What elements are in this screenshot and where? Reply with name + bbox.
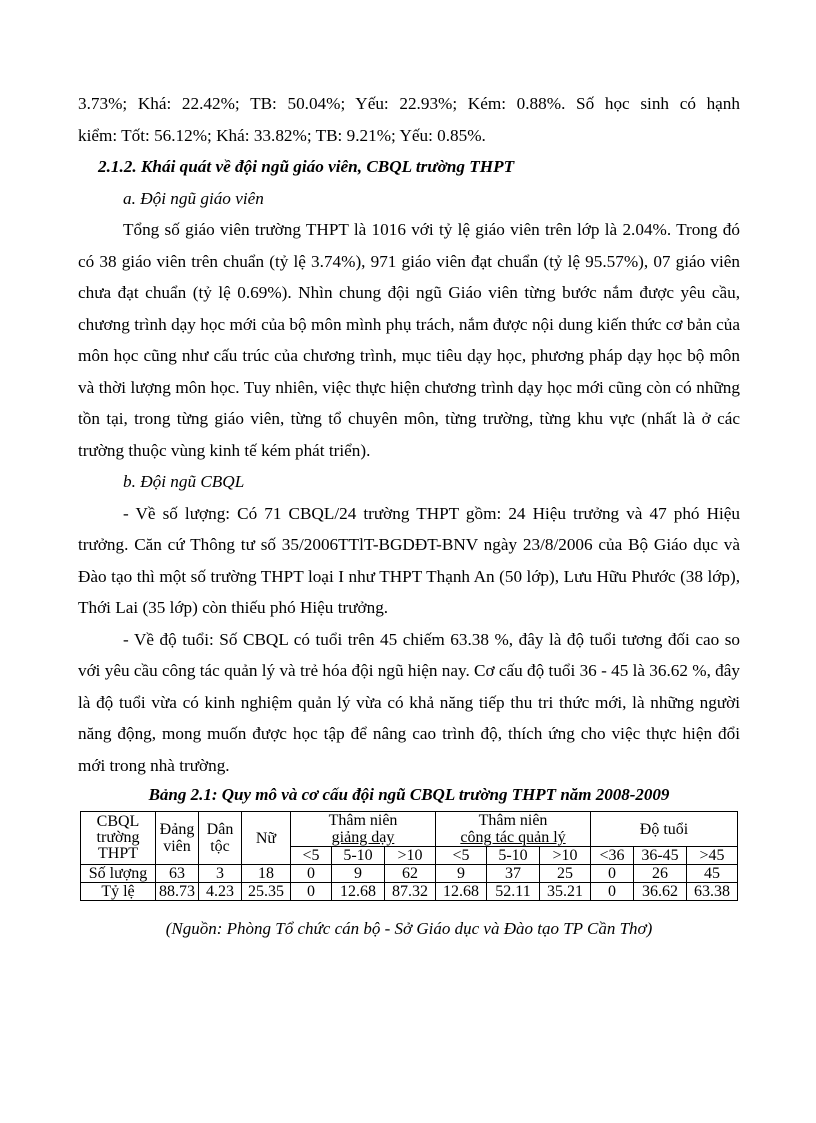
subheader-cell: 5-10 xyxy=(332,847,385,865)
header-text: Thâm niên xyxy=(478,812,548,829)
table-cell: 63.38 xyxy=(687,883,738,901)
table-cell: 0 xyxy=(291,883,332,901)
table-cell: 0 xyxy=(291,865,332,883)
header-text: THPT xyxy=(98,845,138,862)
table-cell: 25.35 xyxy=(242,883,291,901)
header-text: tộc xyxy=(210,838,230,855)
paragraph-teachers: Tổng số giáo viên trường THPT là 1016 với tỷ lệ giáo viên trên lớp là 2.04%. Trong đó có 38 giáo viên trên chuẩn (tỷ lệ 3.74%), 971 giáo viên đạt chuẩn (tỷ lệ 95.57%), 07 giáo viên chưa đạt chuẩn (tỷ lệ 0.69%). Nhìn chung đội ngũ Giáo viên từng bước nắm được yêu cầu, chương trình dạy học mới của bộ môn mình phụ trách, nắm được nội dung kiến thức cơ bản của môn học cũng như cấu trúc của chương trình, mục tiêu dạy học, phương pháp dạy học bộ môn và thời lượng môn học. Tuy nhiên, việc thực hiện chương trình dạy học mới cũng còn có những tồn tại, trong từng giáo viên, từng tổ chuyên môn, từng trường, từng khu vực (nhất là ở các trường thuộc vùng kinh tế kém phát triển). xyxy=(78,220,740,460)
table-cell: 0 xyxy=(591,883,634,901)
paragraph-age: - Về độ tuổi: Số CBQL có tuổi trên 45 chiếm 63.38 %, đây là độ tuổi tương đối cao so với yêu cầu công tác quản lý và trẻ hóa đội ngũ hiện nay. Cơ cấu độ tuổi 36 - 45 là 36.62 %, đây là độ tuổi vừa có kinh nghiệm quản lý vừa có khả năng tiếp thu tri thức mới, là những người năng động, mong muốn được học tập để nâng cao trình độ, thích ứng cho việc thực hiện đổi mới trong nhà trường. xyxy=(78,629,740,775)
section-heading: 2.1.2. Khái quát về đội ngũ giáo viên, CBQL trường THPT xyxy=(98,157,515,176)
text-line: 3.73%; Khá: 22.42%; TB: 50.04%; Yếu: 22.93%; Kém: 0.88%. Số học sinh có hạnh xyxy=(78,94,740,113)
header-text: Độ tuổi xyxy=(639,820,689,838)
table-cell: 63 xyxy=(156,865,199,883)
subheader-cell: >10 xyxy=(540,847,591,865)
data-table xyxy=(80,811,738,901)
header-text: CBQL xyxy=(96,813,140,830)
subheader-cell: <5 xyxy=(291,847,332,865)
subheader-cell: <5 xyxy=(436,847,487,865)
table-row-ratio xyxy=(81,883,738,901)
table-cell: 12.68 xyxy=(332,883,385,901)
table-cell: 0 xyxy=(591,865,634,883)
text-line: kiểm: Tốt: 56.12%; Khá: 33.82%; TB: 9.21%; Yếu: 0.85%. xyxy=(78,125,486,145)
header-text: Dân xyxy=(206,821,234,838)
table-source: (Nguồn: Phòng Tổ chức cán bộ - Sở Giáo dục và Đào tạo TP Cần Thơ) xyxy=(165,919,653,938)
header-cell-ethnic xyxy=(199,812,242,865)
row-label: Số lượng xyxy=(81,865,156,883)
header-text: Thâm niên xyxy=(328,812,398,829)
table-cell: 25 xyxy=(540,865,591,883)
header-text: Đảng xyxy=(159,821,195,838)
header-text: Nữ xyxy=(255,829,277,847)
subheader-cell: <36 xyxy=(591,847,634,865)
header-text: giảng dạy xyxy=(331,829,395,846)
subheader-cell: >10 xyxy=(385,847,436,865)
table-cell: 88.73 xyxy=(156,883,199,901)
subheader-cell: >45 xyxy=(687,847,738,865)
table-cell: 36.62 xyxy=(634,883,687,901)
row-label: Tỷ lệ xyxy=(81,883,156,901)
table-cell: 52.11 xyxy=(487,883,540,901)
table-cell: 87.32 xyxy=(385,883,436,901)
table-cell: 62 xyxy=(385,865,436,883)
table-cell: 12.68 xyxy=(436,883,487,901)
table-cell: 37 xyxy=(487,865,540,883)
table-header-row xyxy=(81,812,738,847)
subheader-cell: 5-10 xyxy=(487,847,540,865)
header-group-teaching xyxy=(291,812,436,847)
table-cell: 35.21 xyxy=(540,883,591,901)
subheader-cell: 36-45 xyxy=(634,847,687,865)
header-cell-cbql xyxy=(81,812,156,865)
table-cell: 45 xyxy=(687,865,738,883)
subheading-teachers: a. Đội ngũ giáo viên xyxy=(123,188,264,208)
header-cell-party xyxy=(156,812,199,865)
table-cell: 18 xyxy=(242,865,291,883)
header-group-management xyxy=(436,812,591,847)
table-caption: Bảng 2.1: Quy mô và cơ cấu đội ngũ CBQL trường THPT năm 2008-2009 xyxy=(148,785,670,804)
paragraph-quantity: - Về số lượng: Có 71 CBQL/24 trường THPT gồm: 24 Hiệu trưởng và 47 phó Hiệu trưởng. Căn cứ Thông tư số 35/2006TTlT-BGDĐT-BNV ngày 23/8/2006 của Bộ Giáo dục và Đào tạo thì một số trường THPT loại I như THPT Thạnh An (50 lớp), Lưu Hữu Phước (38 lớp), Thới Lai (35 lớp) còn thiếu phó Hiệu trưởng. xyxy=(78,503,740,617)
page-content xyxy=(78,88,740,941)
table-cell: 9 xyxy=(332,865,385,883)
header-text: trường xyxy=(96,829,140,846)
header-text: công tác quản lý xyxy=(460,829,566,846)
header-cell-female xyxy=(242,812,291,865)
table-cell: 9 xyxy=(436,865,487,883)
header-text: viên xyxy=(163,838,191,855)
header-group-age xyxy=(591,812,738,847)
table-cell: 3 xyxy=(199,865,242,883)
table-row-count xyxy=(81,865,738,883)
subheading-managers: b. Đội ngũ CBQL xyxy=(123,472,245,491)
table-cell: 26 xyxy=(634,865,687,883)
table-cell: 4.23 xyxy=(199,883,242,901)
